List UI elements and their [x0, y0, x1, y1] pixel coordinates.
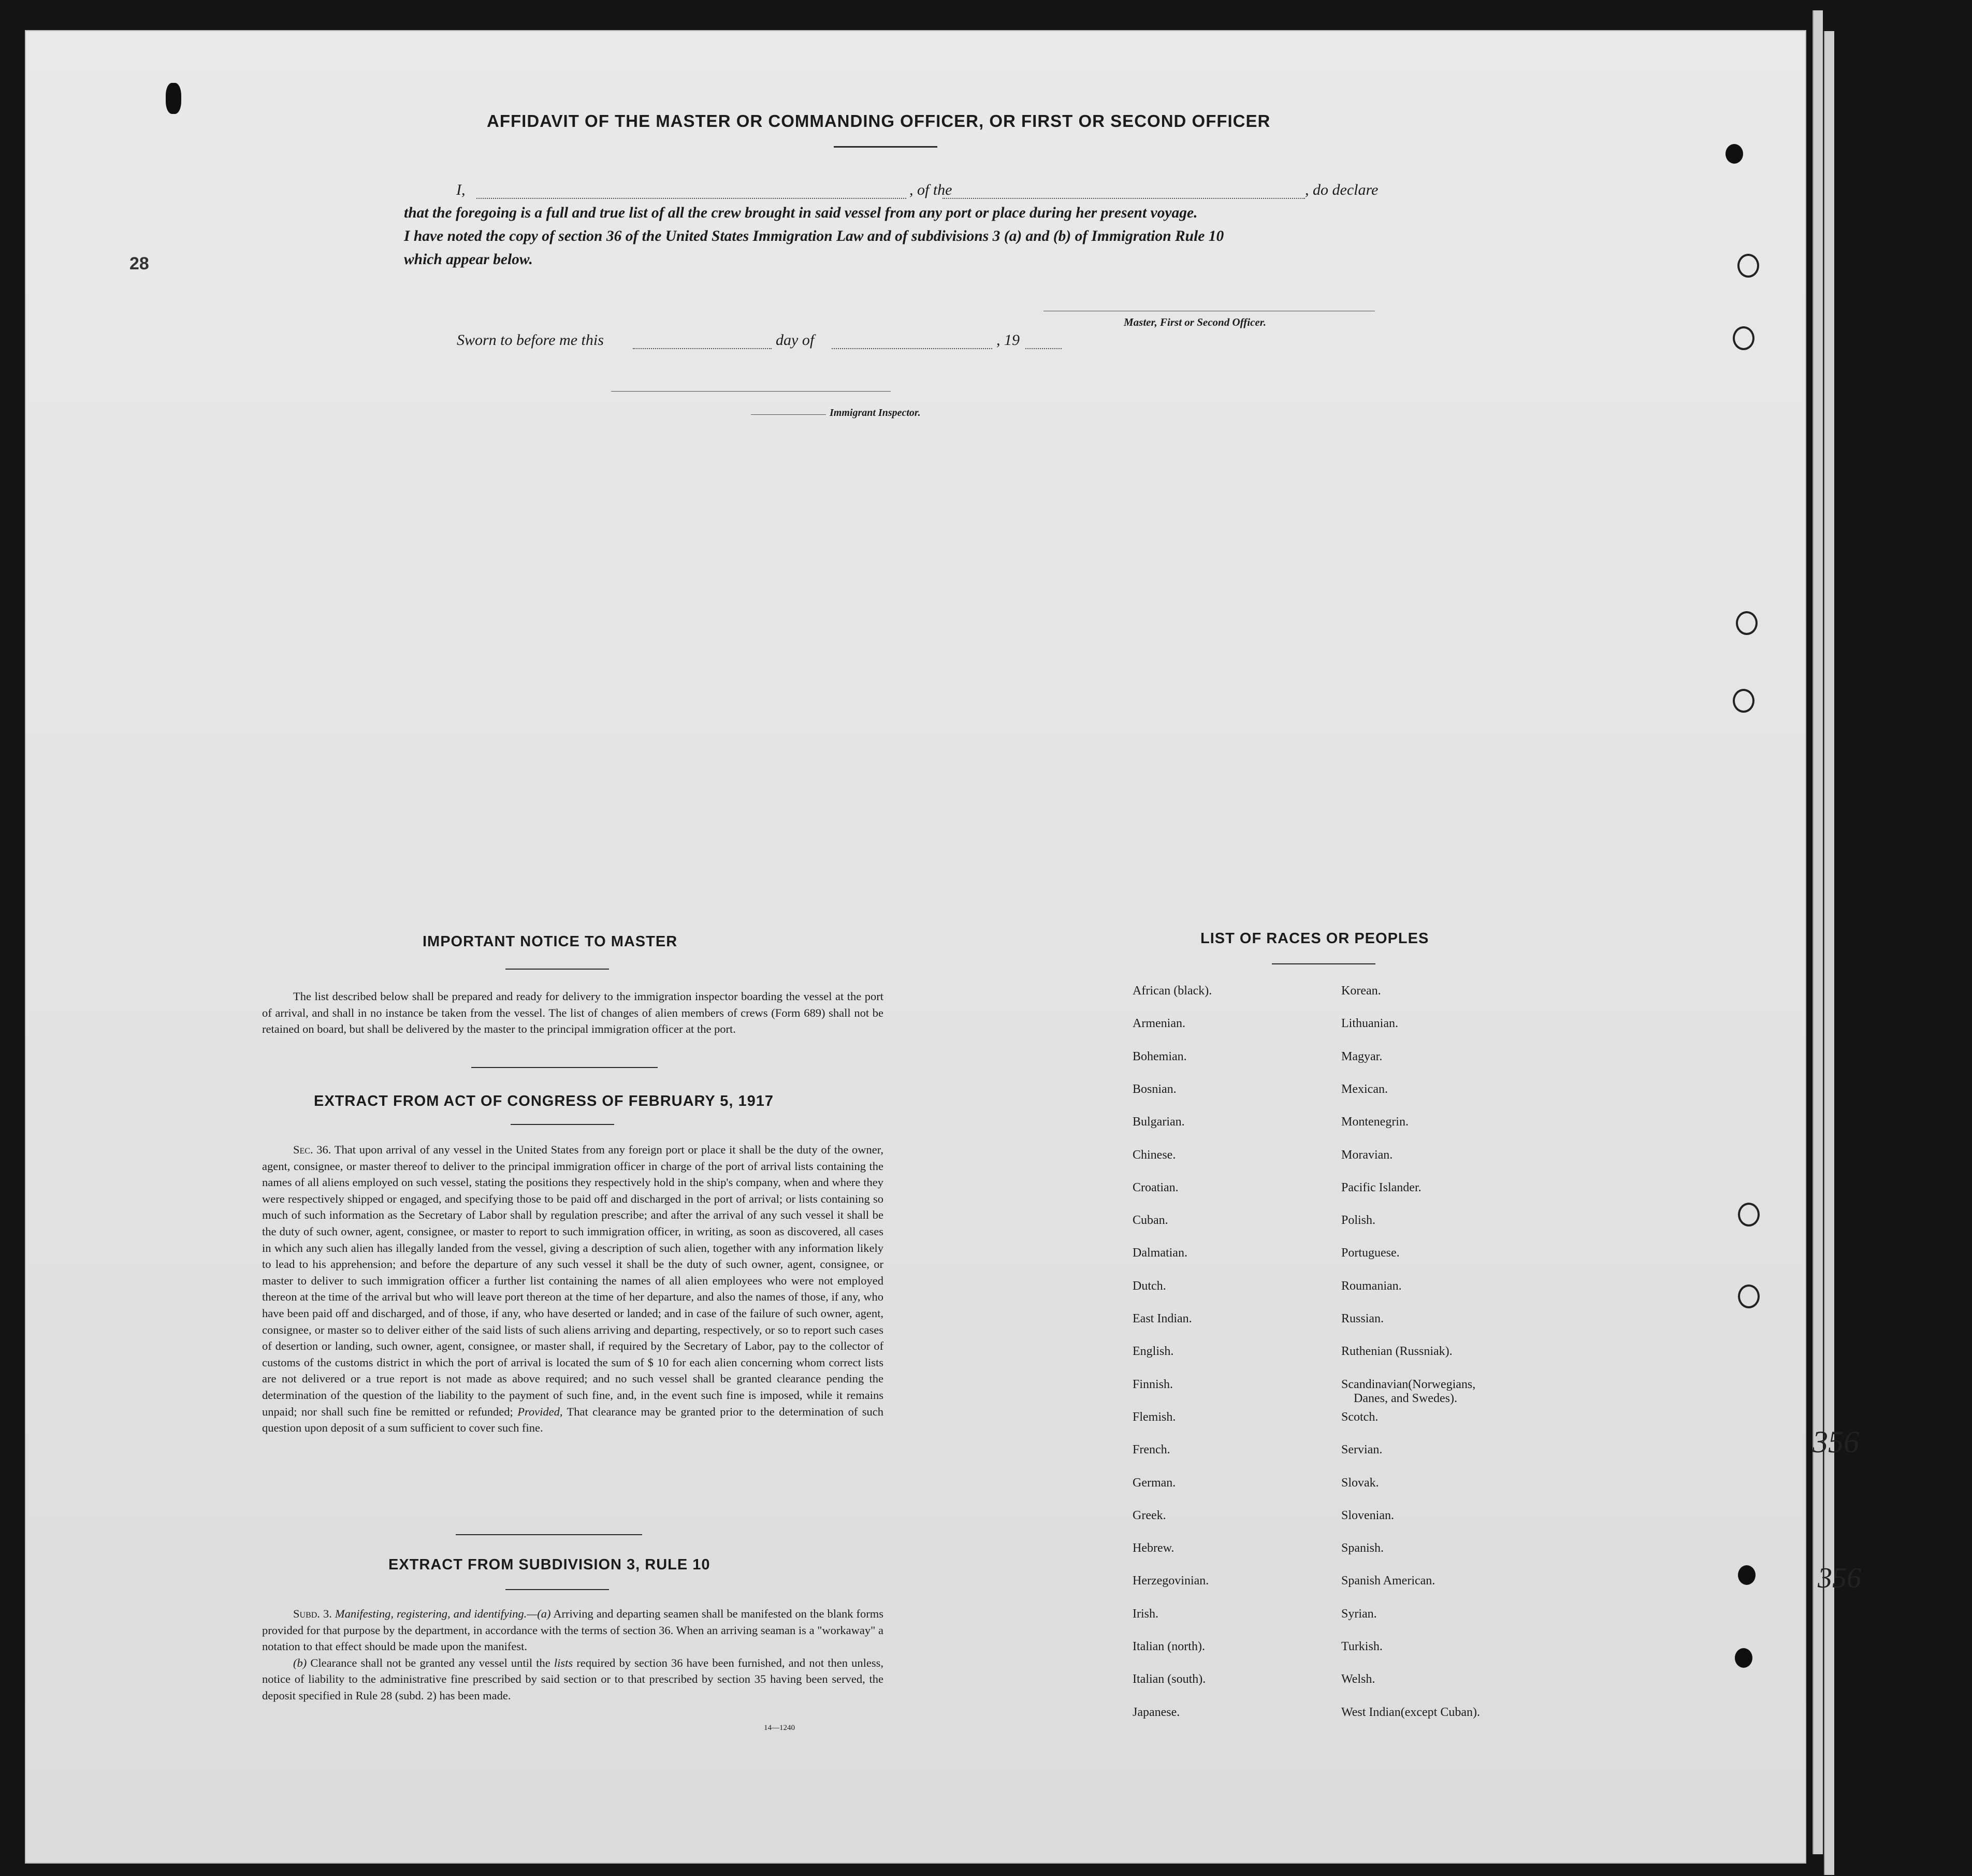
race-item: Pacific Islander.: [1341, 1181, 1422, 1194]
act-text: [262, 1142, 883, 1436]
race-item: Roumanian.: [1341, 1279, 1402, 1293]
rule-text-a: [262, 1606, 883, 1655]
race-item: Flemish.: [1133, 1410, 1176, 1424]
underlying-page-edge-2: [1824, 31, 1834, 1875]
race-item: Greek.: [1133, 1509, 1166, 1522]
act-text-block: [262, 1142, 883, 1436]
race-item: African (black).: [1133, 984, 1212, 998]
race-item: East Indian.: [1133, 1312, 1192, 1325]
race-item: Ruthenian (Russniak).: [1341, 1345, 1453, 1358]
races-title: LIST OF RACES OR PEOPLES: [1200, 930, 1429, 947]
sworn-year-field[interactable]: [1025, 348, 1062, 349]
declarant-name-field[interactable]: [476, 198, 906, 199]
day-of-label: day of: [776, 331, 815, 349]
race-item: Servian.: [1341, 1443, 1383, 1456]
rule-text-b: [262, 1655, 883, 1704]
inspector-label-rule: [751, 414, 826, 415]
race-item: Magyar.: [1341, 1050, 1383, 1063]
race-item: English.: [1133, 1345, 1174, 1358]
subd-heading: Manifesting, registering, and identifying.—(a): [335, 1607, 551, 1620]
race-item: Welsh.: [1341, 1672, 1375, 1686]
vessel-name-field[interactable]: [943, 198, 1305, 199]
race-item: French.: [1133, 1443, 1170, 1456]
signature-label: Master, First or Second Officer.: [1124, 316, 1266, 328]
right-margin-mark-1: 356: [1813, 1425, 1859, 1459]
lists-word: lists: [554, 1656, 573, 1669]
sec-label: Sec. 36.: [293, 1143, 331, 1156]
notice-text-block: [262, 988, 883, 1037]
act-body: That upon arrival of any vessel in the United States from any foreign port or place it shall be the duty of the owner, agent, consignee, or master thereof to deliver to the principal immigration officer in charge of the port of arrival lists containing the names of all aliens employed on such vessel, stating the positions they respectively hold in the ship's company, when and where they were respectively shipped or engaged, and specifying those to be paid off and discharged in the port of arrival; or lists containing so much of such information as the Secretary of Labor shall by regulation prescribe; and after the arrival of any such vessel it shall be the duty of such owner, agent, consignee, or master to report to such immigration officer, in writing, as soon as discovered, all cases in which any such alien has illegally landed from the vessel, giving a description of such alien, together with any information likely to lead to his apprehension; and before the departure of any such vessel it shall be the duty of such owner, agent, consignee, or master to deliver to such immigration officer a further list containing the names of all alien employees who were not employed thereon at the time of the arrival but who will leave port thereon at the time of her departure, and also the names of those, if any, who have been paid off and discharged, and of those, if any, who have deserted or landed; and in case of the failure of such owner, agent, consignee, or master so to deliver either of the said lists of such aliens arriving and departing, respectively, or so to report such cases of desertion or landing, such owner, agent, consignee, or master shall, if required by the Secretary of Labor, pay to the collector of customs of the customs district in which the port of arrival is located the sum of $ 10 for each alien concerning whom correct lists are not delivered or a true report is not made as above required; and no such vessel shall be granted clearance pending the determination of the question of the liability to the payment of such fine, and, in the event such fine is imposed, while it remains unpaid; nor shall such fine be remitted or refunded;: [262, 1143, 884, 1418]
act-body-end: That clearance may be granted prior to the determination of such question upon deposit of a sum sufficient to cover such fine.: [262, 1405, 884, 1435]
race-item: Dutch.: [1133, 1279, 1166, 1293]
act-title: EXTRACT FROM ACT OF CONGRESS OF FEBRUARY 5, 1917: [314, 1093, 774, 1109]
race-item: Hebrew.: [1133, 1541, 1174, 1555]
race-item: Scandinavian(Norwegians,: [1341, 1378, 1476, 1391]
inspector-label: Immigrant Inspector.: [830, 407, 921, 419]
rule-title: EXTRACT FROM SUBDIVISION 3, RULE 10: [388, 1556, 711, 1573]
race-item: Japanese.: [1133, 1706, 1180, 1719]
race-item: Slovak.: [1341, 1476, 1379, 1490]
inspector-signature-line[interactable]: [611, 391, 891, 392]
affidavit-title-rule: [834, 146, 937, 148]
race-item: German.: [1133, 1476, 1176, 1490]
race-item: Dalmatian.: [1133, 1246, 1187, 1260]
race-item: Bosnian.: [1133, 1083, 1177, 1096]
document-page: [25, 30, 1861, 1864]
i-label: I,: [456, 181, 466, 198]
sworn-day-field[interactable]: [633, 348, 772, 349]
notice-end-rule: [471, 1067, 658, 1068]
do-declare-label: , do declare: [1305, 181, 1379, 198]
race-item: Bulgarian.: [1133, 1115, 1185, 1129]
of-the-label: , of the: [909, 181, 952, 198]
notice-title-rule: [505, 969, 609, 970]
b-label: (b): [293, 1656, 307, 1669]
act-end-rule: [456, 1534, 642, 1535]
notice-title: IMPORTANT NOTICE TO MASTER: [423, 933, 678, 950]
race-item: Lithuanian.: [1341, 1017, 1398, 1030]
races-right-column: [1341, 984, 1559, 1761]
punch-hole: [1733, 689, 1755, 713]
punch-hole: [1736, 611, 1758, 635]
form-number: 14—1240: [764, 1724, 795, 1732]
race-item: Bohemian.: [1133, 1050, 1187, 1063]
race-item: Russian.: [1341, 1312, 1384, 1325]
subd-label: Subd. 3.: [293, 1607, 332, 1620]
affidavit-line-3: I have noted the copy of section 36 of the United States Immigration Law and of subdivisions 3 (a) and (b) of Immigration Rule 10: [404, 228, 1224, 244]
race-item: Spanish.: [1341, 1541, 1384, 1555]
race-item: Finnish.: [1133, 1378, 1173, 1391]
punch-hole: [1737, 254, 1759, 278]
sworn-label: Sworn to before me this: [457, 331, 604, 349]
race-item: Syrian.: [1341, 1607, 1377, 1621]
punch-hole: [1733, 326, 1755, 350]
rule-body-b2: required by section 36 have been furnished, and not then unless, notice of liability to the administrative fine prescribed by said section or to that prescribed by section 35 having been served, the deposit specified in Rule 28 (subd. 2) has been made.: [262, 1656, 883, 1702]
race-item-continuation: Danes, and Swedes).: [1354, 1392, 1457, 1405]
punch-hole-left: [166, 83, 181, 114]
race-item: Slovenian.: [1341, 1509, 1394, 1522]
race-item: Montenegrin.: [1341, 1115, 1409, 1129]
races-title-rule: [1272, 963, 1375, 964]
provided-label: Provided,: [517, 1405, 563, 1418]
punch-hole: [1738, 1203, 1760, 1226]
race-item: Armenian.: [1133, 1017, 1185, 1030]
race-item: Chinese.: [1133, 1148, 1176, 1162]
affidavit-title: AFFIDAVIT OF THE MASTER OR COMMANDING OFFICER, OR FIRST OR SECOND OFFICER: [487, 111, 1271, 131]
punch-hole: [1726, 144, 1743, 164]
notice-text: The list described below shall be prepared and ready for delivery to the immigration inspector boarding the vessel at the port of arrival, and shall in no instance be taken from the vessel. The list of changes of alien members of crews (Form 689) shall not be retained on board, but shall be delivered by the master to the principal immigration officer at the port.: [262, 990, 883, 1036]
race-item: Herzegovinian.: [1133, 1574, 1209, 1588]
affidavit-line-4: which appear below.: [404, 251, 533, 268]
affidavit-line-2: that the foregoing is a full and true list of all the crew brought in said vessel from any port or place during her present voyage.: [404, 205, 1198, 221]
race-item: Cuban.: [1133, 1214, 1168, 1227]
rule-title-rule: [505, 1589, 609, 1590]
punch-hole: [1738, 1565, 1756, 1585]
race-item: Portuguese.: [1341, 1246, 1400, 1260]
race-item: Italian (north).: [1133, 1640, 1205, 1653]
punch-hole: [1735, 1648, 1752, 1668]
punch-hole: [1738, 1285, 1760, 1308]
sworn-month-field[interactable]: [832, 348, 992, 349]
race-item: Polish.: [1341, 1214, 1376, 1227]
rule-body-b1: Clearance shall not be granted any vessel until the: [310, 1656, 550, 1669]
left-margin-mark: 28: [129, 254, 149, 273]
race-item: West Indian(except Cuban).: [1341, 1706, 1480, 1719]
rule-body-a: Arriving and departing seamen shall be manifested on the blank forms provided for that purpose by the department, in accordance with the terms of section 36. When an arriving seaman is a "workaway" a notation to that effect should be made upon the manifest.: [262, 1607, 884, 1653]
race-item: Croatian.: [1133, 1181, 1179, 1194]
act-title-rule: [511, 1124, 614, 1125]
year-label: , 19: [996, 331, 1020, 349]
race-item: Scotch.: [1341, 1410, 1379, 1424]
rule-text-block: [262, 1606, 883, 1704]
race-item: Moravian.: [1341, 1148, 1393, 1162]
race-item: Italian (south).: [1133, 1672, 1206, 1686]
race-item: Turkish.: [1341, 1640, 1383, 1653]
race-item: Korean.: [1341, 984, 1381, 998]
race-item: Mexican.: [1341, 1083, 1388, 1096]
races-left-column: [1133, 984, 1309, 1761]
right-margin-mark-2: 356: [1818, 1562, 1861, 1594]
race-item: Spanish American.: [1341, 1574, 1436, 1588]
race-item: Irish.: [1133, 1607, 1158, 1621]
